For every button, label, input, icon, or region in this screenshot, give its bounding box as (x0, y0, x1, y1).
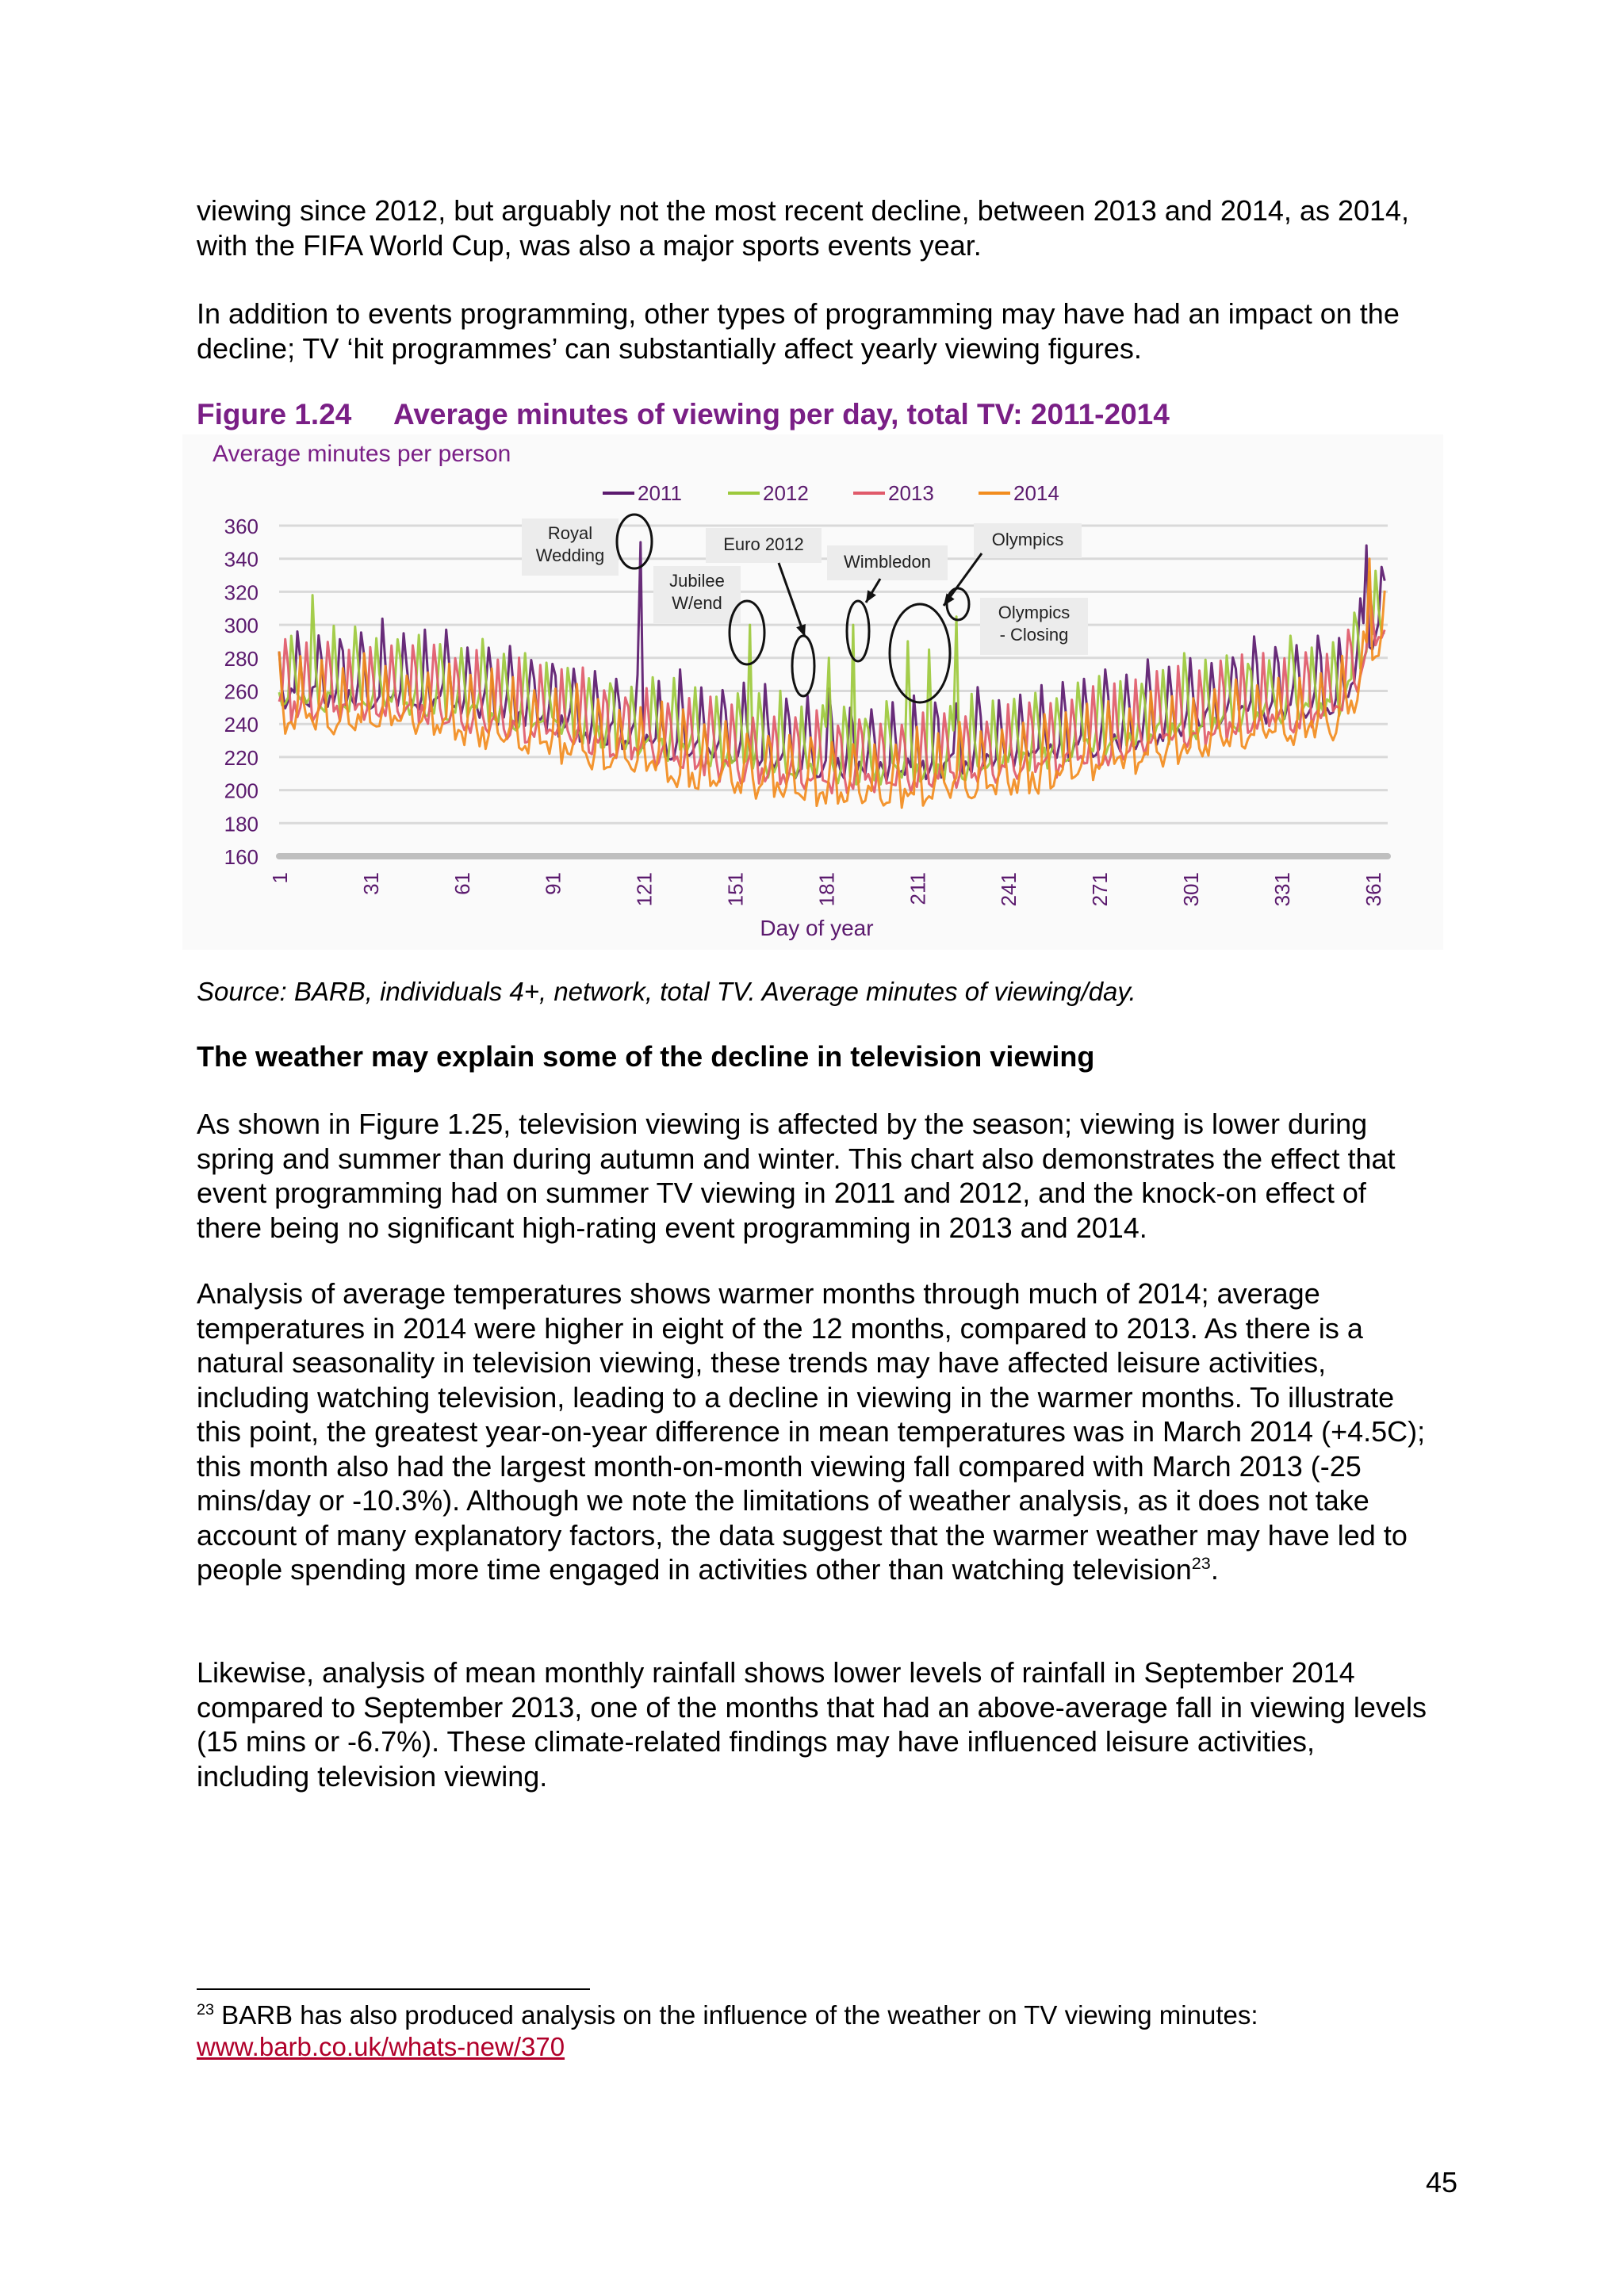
annotation-label: W/end (672, 593, 722, 613)
y-tick-label: 180 (224, 812, 259, 836)
footnote-link[interactable]: www.barb.co.uk/whats-new/370 (197, 2032, 565, 2061)
y-axis-label: Average minutes per person (213, 441, 511, 467)
annotation-circle (617, 515, 652, 568)
x-tick-label: 241 (997, 872, 1021, 907)
intro-paragraph-1: viewing since 2012, but arguably not the most recent decline, between 2013 and 2014, as 2014, with the FIFA World Cup, was also a major sports events year. (197, 194, 1410, 262)
annotation-label: Wimbledon (843, 552, 932, 572)
legend-label-2012: 2012 (763, 481, 809, 505)
annotation-circle (890, 604, 950, 702)
section-heading: The weather may explain some of the decline in television viewing (197, 1040, 1095, 1073)
x-tick-label: 121 (632, 872, 657, 907)
x-tick-label: 151 (723, 872, 748, 907)
figure-number: Figure 1.24 (197, 398, 352, 430)
x-tick-label: 361 (1361, 872, 1385, 907)
annotation-circle (792, 636, 814, 696)
x-tick-label: 61 (450, 872, 474, 895)
x-tick-label: 331 (1270, 872, 1294, 907)
y-tick-label: 220 (224, 745, 259, 770)
footnote-number: 23 (197, 2001, 215, 2019)
y-tick-label: 240 (224, 713, 259, 737)
footnote (197, 1999, 1434, 2063)
annotation-circle (730, 601, 764, 664)
figure-source: Source: BARB, individuals 4+, network, total TV. Average minutes of viewing/day. (197, 977, 1136, 1006)
annotation-circle (847, 601, 869, 661)
figure-caption: Average minutes of viewing per day, total TV: 2011-2014 (393, 398, 1170, 430)
annotation-label: Olympics (991, 530, 1064, 549)
x-axis-label: Day of year (760, 916, 874, 940)
y-tick-label: 160 (224, 845, 259, 869)
x-tick-label: 1 (268, 872, 292, 884)
y-tick-label: 340 (224, 547, 259, 572)
annotation-label: Wedding (535, 545, 605, 565)
x-tick-label: 301 (1179, 872, 1204, 907)
section-paragraph-2-end: . (1210, 1553, 1219, 1586)
section-paragraph-1: As shown in Figure 1.25, television viewing is affected by the season; viewing is lower during spring and summer than during autumn and winter. This chart also demonstrates the effect that event programming had on summer TV viewing in 2011 and 2012, and the knock-on effect of there being no significant high-rating event programming in 2013 and 2014. (197, 1108, 1396, 1244)
footnote-reference[interactable]: 23 (1191, 1553, 1211, 1573)
x-tick-label: 31 (358, 872, 383, 895)
y-tick-label: 260 (224, 679, 259, 704)
y-tick-label: 300 (224, 614, 259, 638)
chart-container (182, 434, 1443, 950)
y-tick-label: 320 (224, 580, 259, 605)
figure-title (197, 398, 1170, 431)
section-paragraph-3: Likewise, analysis of mean monthly rainfall shows lower levels of rainfall in September 2014 compared to September 2013, one of the months that had an above-average fall in viewing levels (15 mins or -6.7%). These climate-related findings may have influenced leisure activities, including television viewing. (197, 1656, 1427, 1793)
legend-label-2011: 2011 (638, 481, 682, 505)
annotation-label: Olympics (998, 603, 1071, 622)
x-tick-label: 181 (814, 872, 839, 907)
x-tick-label: 211 (906, 872, 930, 905)
legend-label-2013: 2013 (888, 481, 934, 505)
annotation-label: - Closing (999, 625, 1069, 645)
annotation-circle (947, 588, 969, 620)
y-tick-label: 200 (224, 779, 259, 803)
y-tick-label: 280 (224, 646, 259, 671)
viewing-line-chart (182, 434, 1443, 950)
x-tick-label: 271 (1088, 872, 1113, 907)
y-tick-label: 360 (224, 515, 259, 538)
x-tick-label: 91 (541, 872, 565, 895)
legend-label-2014: 2014 (1013, 481, 1059, 505)
annotation-label: Jubilee (669, 571, 725, 591)
section-paragraph-2-text: Analysis of average temperatures shows warmer months through much of 2014; average temperatures in 2014 were higher in eight of the 12 months, compared to 2013. As there is a natural seasonality in television viewing, these trends may have affected leisure activities, including watching television, leading to a decline in viewing in the warmer months. To illustrate this point, the greatest year-on-year difference in mean temperatures was in March 2014 (+4.5C); this month also had the largest month-on-month viewing fall compared with March 2013 (-25 mins/day or -10.3%). Although we note the limitations of weather analysis, as it does not take account of many explanatory factors, the data suggest that the warmer weather may have led to people spending more time engaged in activities other than watching television (197, 1277, 1426, 1586)
section-paragraph-2 (197, 1276, 1434, 1587)
annotation-label: Euro 2012 (723, 534, 804, 554)
intro-paragraph-2: In addition to events programming, other types of programming may have had an impact on the decline; TV ‘hit programmes’ can substantially affect yearly viewing figures. (197, 297, 1400, 365)
footnote-divider (197, 1988, 590, 1990)
page-number: 45 (1425, 2166, 1457, 2198)
annotation-label: Royal (547, 523, 593, 543)
footnote-text: BARB has also produced analysis on the influence of the weather on TV viewing minutes: (214, 2000, 1258, 2030)
